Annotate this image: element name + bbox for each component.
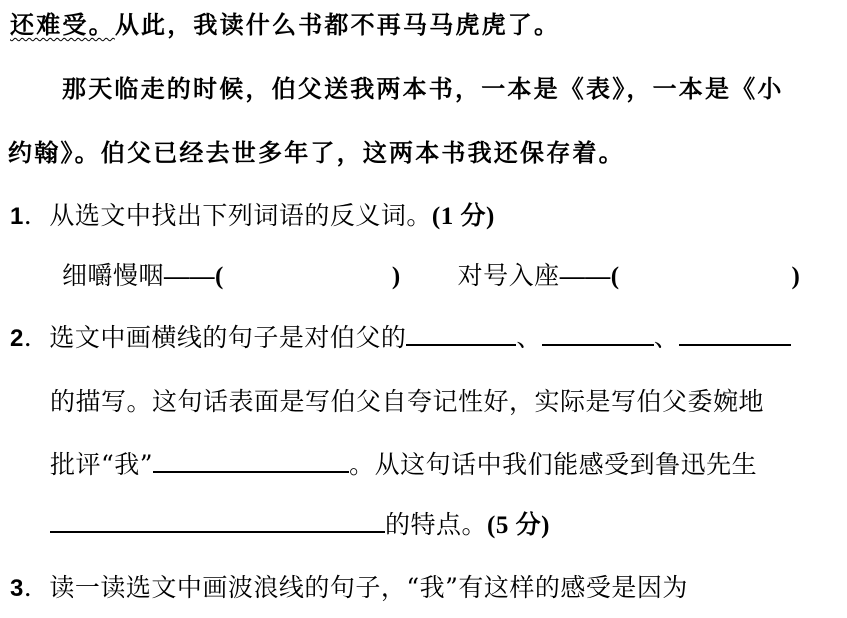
- separator: 、: [653, 323, 680, 352]
- answer-blank-4[interactable]: [153, 449, 349, 473]
- passage-text: 约翰》。伯父已经去世多年了，这两本书我还保存着。: [8, 138, 625, 167]
- answer-2-open: ——(: [559, 263, 620, 290]
- passage-line-1: [10, 7, 560, 43]
- word-1: 细嚼慢咽: [62, 261, 165, 290]
- answer-blank-2[interactable]: [542, 322, 654, 346]
- question-number: 2: [10, 325, 24, 352]
- question-text: ．从选文中找出下列词语的反义词。: [23, 201, 432, 230]
- question-text: ．读一读选文中画波浪线的句子，“我”有这样的感受是因为: [23, 573, 688, 602]
- question-points: (1 分): [431, 203, 495, 230]
- answer-blank-5[interactable]: [50, 509, 385, 533]
- question-1: [10, 198, 495, 234]
- question-2-line-3: [50, 447, 757, 483]
- answer-2-close: ): [791, 263, 801, 290]
- question-2-line-2: [50, 384, 764, 420]
- word-2: 对号入座: [457, 261, 560, 290]
- answer-blank-1[interactable]: [406, 322, 516, 346]
- answer-1-close: ): [391, 263, 401, 290]
- separator: 、: [516, 323, 542, 352]
- wavy-underlined-text: 还难受。: [10, 10, 115, 39]
- question-2-line-1: [10, 320, 791, 356]
- question-text: 批评“我”: [50, 450, 154, 479]
- question-text: ．选文中画横线的句子是对伯父的: [23, 323, 407, 352]
- passage-text: 那天临走的时候，伯父送我两本书，一本是《表》，一本是《小: [62, 74, 784, 103]
- answer-blank-3[interactable]: [679, 322, 791, 346]
- passage-line-3: [8, 135, 625, 171]
- question-text: 的特点。: [385, 510, 488, 539]
- question-3: [10, 570, 688, 606]
- question-2-line-4: [50, 507, 550, 543]
- question-number: 1: [10, 203, 24, 230]
- question-points: (5 分): [487, 512, 550, 539]
- question-1-items: [62, 258, 800, 294]
- question-text: 的描写。这句话表面是写伯父自夸记性好，实际是写伯父委婉地: [50, 387, 765, 416]
- passage-line-2: [62, 71, 784, 107]
- question-text: 。从这句话中我们能感受到鲁迅先生: [349, 450, 758, 479]
- question-number: 3: [10, 575, 24, 602]
- passage-text: 从此，我读什么书都不再马马虎虎了。: [114, 10, 561, 39]
- answer-1-open: ——(: [164, 263, 224, 290]
